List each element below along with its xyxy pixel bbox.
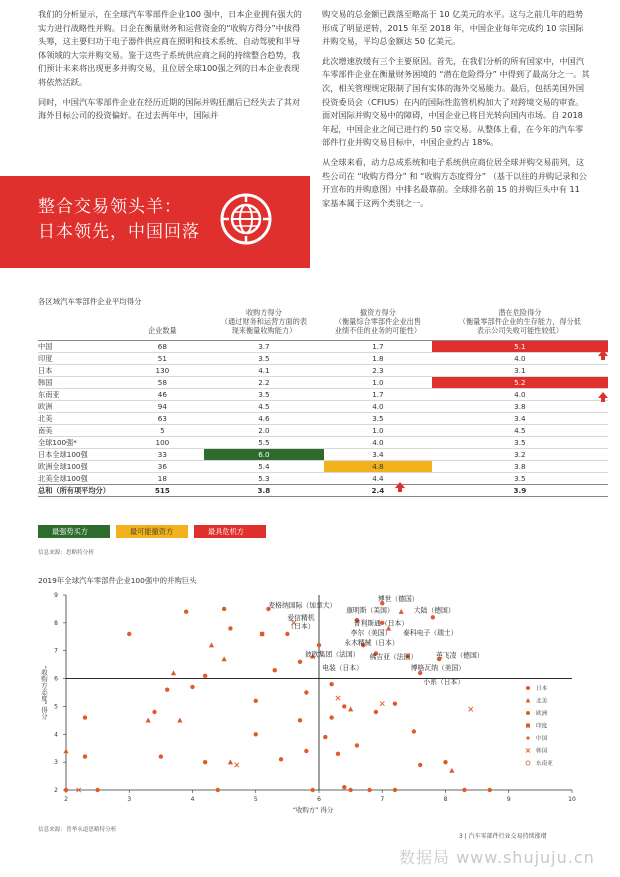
- header-divester: [324, 308, 432, 340]
- data-point: [152, 710, 156, 714]
- cell-acq: 2.2: [204, 376, 324, 388]
- table-row: [38, 424, 608, 436]
- data-point: [317, 643, 321, 647]
- cell-acq: 4.1: [204, 364, 324, 376]
- y-tick-label: 5: [54, 703, 58, 711]
- data-point: [222, 607, 226, 611]
- data-point: [304, 749, 308, 753]
- data-point: [449, 768, 454, 773]
- y-tick-label: 3: [54, 759, 58, 767]
- y-tick-label: 6: [54, 675, 58, 683]
- cell-count: 515: [121, 484, 204, 496]
- header-region: [38, 308, 121, 340]
- header-count: 企业数量: [121, 308, 204, 340]
- data-point: [228, 626, 232, 630]
- x-tick-label: 4: [190, 796, 195, 803]
- header-acquirer-title: 收购方得分: [245, 308, 282, 317]
- data-point: [298, 718, 302, 722]
- data-point: [254, 699, 258, 703]
- cell-dist: 3.1: [432, 364, 608, 376]
- legend-label: 日本: [536, 686, 548, 692]
- legend-label: 韩国: [536, 748, 548, 755]
- header-divester-sub-2: 业绩不佳的业务的可能性）: [334, 326, 422, 336]
- cell-dest: 4.0: [324, 436, 432, 448]
- data-point: [95, 788, 99, 792]
- x-tick-label: 8: [443, 796, 448, 803]
- section-banner: [0, 176, 310, 268]
- legend-marker: [526, 761, 530, 765]
- data-point: [285, 632, 289, 636]
- cell-dist: 3.2: [432, 448, 608, 460]
- cell-region: 日本: [38, 364, 121, 376]
- data-point: [342, 785, 346, 789]
- data-point: [177, 718, 182, 723]
- right-paragraph-2: 此次增速放缓有三个主要原因。首先，在我们分析的所有国家中，中国汽车零部件企业在衡量财务困境的 “潜在危险得分” 中得到了最高分之一。其次，相关管理规定限制了国有实体的海外交易能力。最后，包括美国外国投资委员会（CFIUS）在内的国际性监管机构加大了对跨境交易的审查。面对国际并购交易中的障碍，中国企业已将目光转向国内市场。自 2018 年起，中国企业之间已进行约 50 宗交易。从整体上看，在今年的汽车零部件行业并购交易目标中，中国企业约占 18%。: [322, 55, 590, 148]
- data-point: [348, 788, 352, 792]
- cell-count: 5: [121, 424, 204, 436]
- data-point: [216, 788, 220, 792]
- data-point: [273, 668, 277, 672]
- chart-title: 2019年全球汽车零部件企业100强中的并购巨头: [38, 576, 197, 585]
- data-point: [323, 735, 327, 739]
- x-axis-label: “收购方” 得分: [292, 806, 334, 814]
- company-label: 博格瓦纳（美国）: [410, 664, 466, 673]
- cell-count: 63: [121, 412, 204, 424]
- legend-label: 东南亚: [536, 761, 553, 767]
- data-point: [127, 632, 131, 636]
- cell-dist: 3.9: [432, 484, 608, 496]
- x-tick-label: 6: [317, 796, 321, 803]
- cell-count: 46: [121, 388, 204, 400]
- cell-acq: 5.4: [204, 460, 324, 472]
- company-label: 普利斯通（日本）: [353, 619, 409, 628]
- y-axis-label: “收购方态度” 得分: [40, 665, 48, 720]
- score-table: [38, 308, 608, 497]
- data-point: [374, 710, 378, 714]
- data-point: [203, 674, 207, 678]
- cell-region: 印度: [38, 352, 121, 364]
- table-row: [38, 352, 608, 364]
- cell-dist: 4.0: [432, 388, 608, 400]
- cell-acq: 5.5: [204, 436, 324, 448]
- data-point: [348, 706, 353, 711]
- legend-label: 中国: [536, 736, 548, 742]
- data-point: [254, 732, 258, 736]
- company-label: 大陆（德国）: [413, 606, 455, 615]
- watermark: 数据局 www.shujuju.cn: [399, 848, 595, 867]
- banner-title-line-2: 日本领先，中国回落: [38, 222, 200, 242]
- cell-region: 南美: [38, 424, 121, 436]
- legend-likely-divester: 最可能撤资方: [116, 525, 188, 538]
- x-tick-label: 9: [506, 796, 511, 803]
- data-point: [159, 754, 163, 758]
- company-label: 麦格纳国际（加拿大）: [268, 601, 337, 610]
- header-divester-title: 撤资方得分: [359, 308, 396, 317]
- cell-region: 北美全球100强: [38, 472, 121, 484]
- left-paragraph-2: 同时，中国汽车零部件企业在经历近期的国际并购狂潮后已经失去了其对海外目标公司的投资偏好。在过去两年中，国际并: [38, 96, 301, 121]
- cell-acq: 3.5: [204, 352, 324, 364]
- table-title: 各区域汽车零部件企业平均得分: [38, 297, 142, 306]
- banner-title-line-1: 整合交易领头羊：: [38, 197, 182, 217]
- cell-dist: 5.2: [432, 376, 608, 388]
- table-row: [38, 412, 608, 424]
- cell-dist: 3.8: [432, 400, 608, 412]
- left-column: [38, 8, 306, 129]
- cell-dest: 1.8: [324, 352, 432, 364]
- legend-marker: [526, 698, 531, 703]
- data-point: [209, 642, 214, 647]
- right-paragraph-3: 从全球来看，动力总成系统和电子系统供应商位居全球并购交易前列，这些公司在 “收购方得分” 和 “收购方态度得分” （基于以往的并购记录和公开宣布的并购意图）中排名最靠前。全球排名前 15 的并购巨头中有 11 家基本属于这两个类别之一。: [322, 156, 587, 208]
- data-point: [83, 715, 87, 719]
- data-point: [399, 609, 404, 614]
- data-point: [443, 760, 447, 764]
- x-tick-label: 3: [127, 796, 132, 803]
- table-row: [38, 400, 608, 412]
- cell-dist: 5.1: [432, 340, 608, 352]
- cell-acq: 2.0: [204, 424, 324, 436]
- header-divester-sub-1: （衡量综合零部件企业出售: [334, 317, 422, 327]
- company-label: 彼欧集团（法国）: [305, 650, 360, 659]
- y-tick-label: 8: [54, 619, 58, 627]
- company-label: 康明斯（美国）: [346, 606, 394, 615]
- table-row: [38, 460, 608, 472]
- cell-dest: 1.7: [324, 340, 432, 352]
- x-tick-label: 10: [568, 796, 576, 803]
- legend-most-distressed: 最具危机方: [194, 525, 266, 538]
- arrow-up-icon: [598, 392, 608, 402]
- cell-acq: 3.7: [204, 340, 324, 352]
- scatter-chart: [0, 585, 620, 825]
- table-row: [38, 376, 608, 388]
- cell-region: 中国: [38, 340, 121, 352]
- cell-region: 东南亚: [38, 388, 121, 400]
- data-point: [190, 685, 194, 689]
- cell-region: 日本全球100强: [38, 448, 121, 460]
- company-label: 爱信精机: [287, 614, 315, 623]
- cell-dest: 3.4: [324, 448, 432, 460]
- cell-acq: 4.6: [204, 412, 324, 424]
- cell-dest: 2.3: [324, 364, 432, 376]
- data-point: [329, 682, 333, 686]
- data-point: [64, 788, 68, 792]
- legend-marker: [526, 711, 530, 715]
- y-tick-label: 2: [54, 787, 58, 794]
- data-point: [342, 704, 346, 708]
- right-paragraph-1: 购交易的总金额已跌落至略高于 10 亿美元的水平。这与之前几年的趋势形成了明显逆转，2015 年至 2018 年，中国企业每年完成约 10 宗国际并购交易，平均总金额达 50 亿美元。: [322, 9, 584, 47]
- cell-dest: 1.0: [324, 376, 432, 388]
- data-point: [336, 752, 340, 756]
- cell-dest: 1.7: [324, 388, 432, 400]
- legend-label: 印度: [536, 723, 548, 730]
- x-tick-label: 7: [380, 796, 385, 803]
- legend-label: 欧洲: [536, 711, 548, 717]
- y-tick-label: 4: [54, 731, 58, 739]
- company-label: 博世（德国）: [377, 595, 419, 604]
- data-point: [412, 729, 416, 733]
- data-point: [367, 788, 371, 792]
- company-label: 泰科电子（瑞士）: [403, 628, 458, 637]
- globe-icon: [219, 192, 273, 250]
- header-distress-sub-1: （衡量零部件企业的生存能力，得分低: [458, 317, 581, 327]
- data-point: [304, 690, 308, 694]
- legend-label: 北美: [536, 698, 548, 705]
- data-point: [146, 718, 151, 723]
- data-point: [462, 788, 466, 792]
- cell-dist: 4.0: [432, 352, 608, 364]
- header-acquirer-sub-2: 现来衡量收购能力）: [231, 326, 297, 336]
- cell-region: 北美: [38, 412, 121, 424]
- data-point: [171, 670, 176, 675]
- cell-acq: 6.0: [204, 448, 324, 460]
- cell-acq: 5.3: [204, 472, 324, 484]
- data-point: [298, 660, 302, 664]
- cell-count: 100: [121, 436, 204, 448]
- cell-dist: 3.5: [432, 436, 608, 448]
- x-tick-label: 2: [64, 796, 68, 803]
- data-point: [63, 748, 68, 753]
- cell-count: 33: [121, 448, 204, 460]
- cell-region: 欧洲: [38, 400, 121, 412]
- cell-dest: 3.5: [324, 412, 432, 424]
- cell-region: 韩国: [38, 376, 121, 388]
- data-point: [203, 760, 207, 764]
- cell-count: 68: [121, 340, 204, 352]
- company-label: 小糸（日本）: [423, 678, 465, 687]
- arrow-up-icon: [598, 350, 608, 360]
- data-point: [393, 701, 397, 705]
- data-point: [393, 788, 397, 792]
- header-distress: [432, 308, 608, 340]
- table-row: [38, 472, 608, 484]
- cell-dest: 1.0: [324, 424, 432, 436]
- data-point: [184, 610, 188, 614]
- header-distress-title: 潜在危险得分: [498, 308, 542, 317]
- cell-dest: 4.0: [324, 400, 432, 412]
- table-row: [38, 364, 608, 376]
- cell-dist: 4.5: [432, 424, 608, 436]
- table-total-row: [38, 484, 608, 496]
- cell-acq: 4.5: [204, 400, 324, 412]
- company-label: 电装（日本）: [322, 664, 363, 673]
- header-distress-sub-2: 表示公司失败可能性较低）: [476, 326, 564, 336]
- chart-source: 信息来源：普华永道思略特分析: [38, 827, 117, 833]
- data-point: [260, 632, 264, 636]
- data-point: [418, 763, 422, 767]
- y-tick-label: 7: [54, 647, 58, 655]
- company-label: （日本）: [287, 622, 315, 631]
- cell-region: 全球100强*: [38, 436, 121, 448]
- cell-count: 58: [121, 376, 204, 388]
- data-point: [488, 788, 492, 792]
- company-label: 佛吉亚（法国）: [369, 653, 418, 662]
- company-label: 李尔（美国）: [350, 628, 392, 637]
- legend-strongest-buyer: 最强势买方: [38, 525, 110, 538]
- cell-region: 欧洲全球100强: [38, 460, 121, 472]
- cell-dest: 4.8: [324, 460, 432, 472]
- cell-dist: 3.4: [432, 412, 608, 424]
- cell-count: 94: [121, 400, 204, 412]
- cell-dist: 3.5: [432, 472, 608, 484]
- table-row: [38, 436, 608, 448]
- legend-marker: [526, 736, 530, 740]
- legend-marker: [526, 686, 530, 690]
- data-point: [355, 743, 359, 747]
- table-source: 信息来源：思略特分析: [38, 550, 94, 556]
- data-point: [279, 757, 283, 761]
- table-row: [38, 340, 608, 352]
- arrow-up-icon: [395, 482, 405, 492]
- cell-acq: 3.8: [204, 484, 324, 496]
- company-label: 英飞凌（德国）: [436, 651, 484, 660]
- cell-count: 130: [121, 364, 204, 376]
- cell-count: 51: [121, 352, 204, 364]
- x-tick-label: 5: [253, 796, 258, 803]
- data-point: [329, 715, 333, 719]
- cell-region: 总和（所有项平均分）: [38, 484, 121, 496]
- cell-dest: 2.4: [324, 484, 432, 496]
- left-paragraph-1: 我们的分析显示，在全球汽车零部件企业100 强中，日本企业拥有强大的实力进行战略性并购。日企在衡量财务和运营资金的“收购方得分”中拔得头筹，这主要归功于电子器件供应商在照明和技术系统、自动驾驶和半导体领域的大宗并购交易。鉴于这些子系统供应商之间的持续整合趋势，我们预计未来将出现更多并购交易，且位居全球100强之列的日本企业表现将依然活跃。: [38, 9, 302, 87]
- cell-count: 18: [121, 472, 204, 484]
- right-column: [322, 8, 590, 216]
- header-acquirer-sub-1: （通过财务和运营方面的表: [220, 317, 308, 327]
- table-row: [38, 388, 608, 400]
- header-acquirer: [204, 308, 324, 340]
- data-point: [222, 656, 227, 661]
- data-point: [228, 759, 233, 764]
- banner-title: [38, 195, 200, 245]
- cell-dist: 3.8: [432, 460, 608, 472]
- data-point: [310, 788, 314, 792]
- data-point: [431, 615, 435, 619]
- cell-acq: 3.5: [204, 388, 324, 400]
- data-point: [83, 754, 87, 758]
- cell-count: 36: [121, 460, 204, 472]
- cell-dest: 4.4: [324, 472, 432, 484]
- table-row: [38, 448, 608, 460]
- y-tick-label: 9: [54, 592, 58, 599]
- company-label: 永木精械（日本）: [344, 639, 399, 648]
- page-footer: 3 | 汽车零部件行业交易持续涨增: [459, 833, 547, 840]
- legend-marker: [526, 724, 530, 728]
- data-point: [165, 688, 169, 692]
